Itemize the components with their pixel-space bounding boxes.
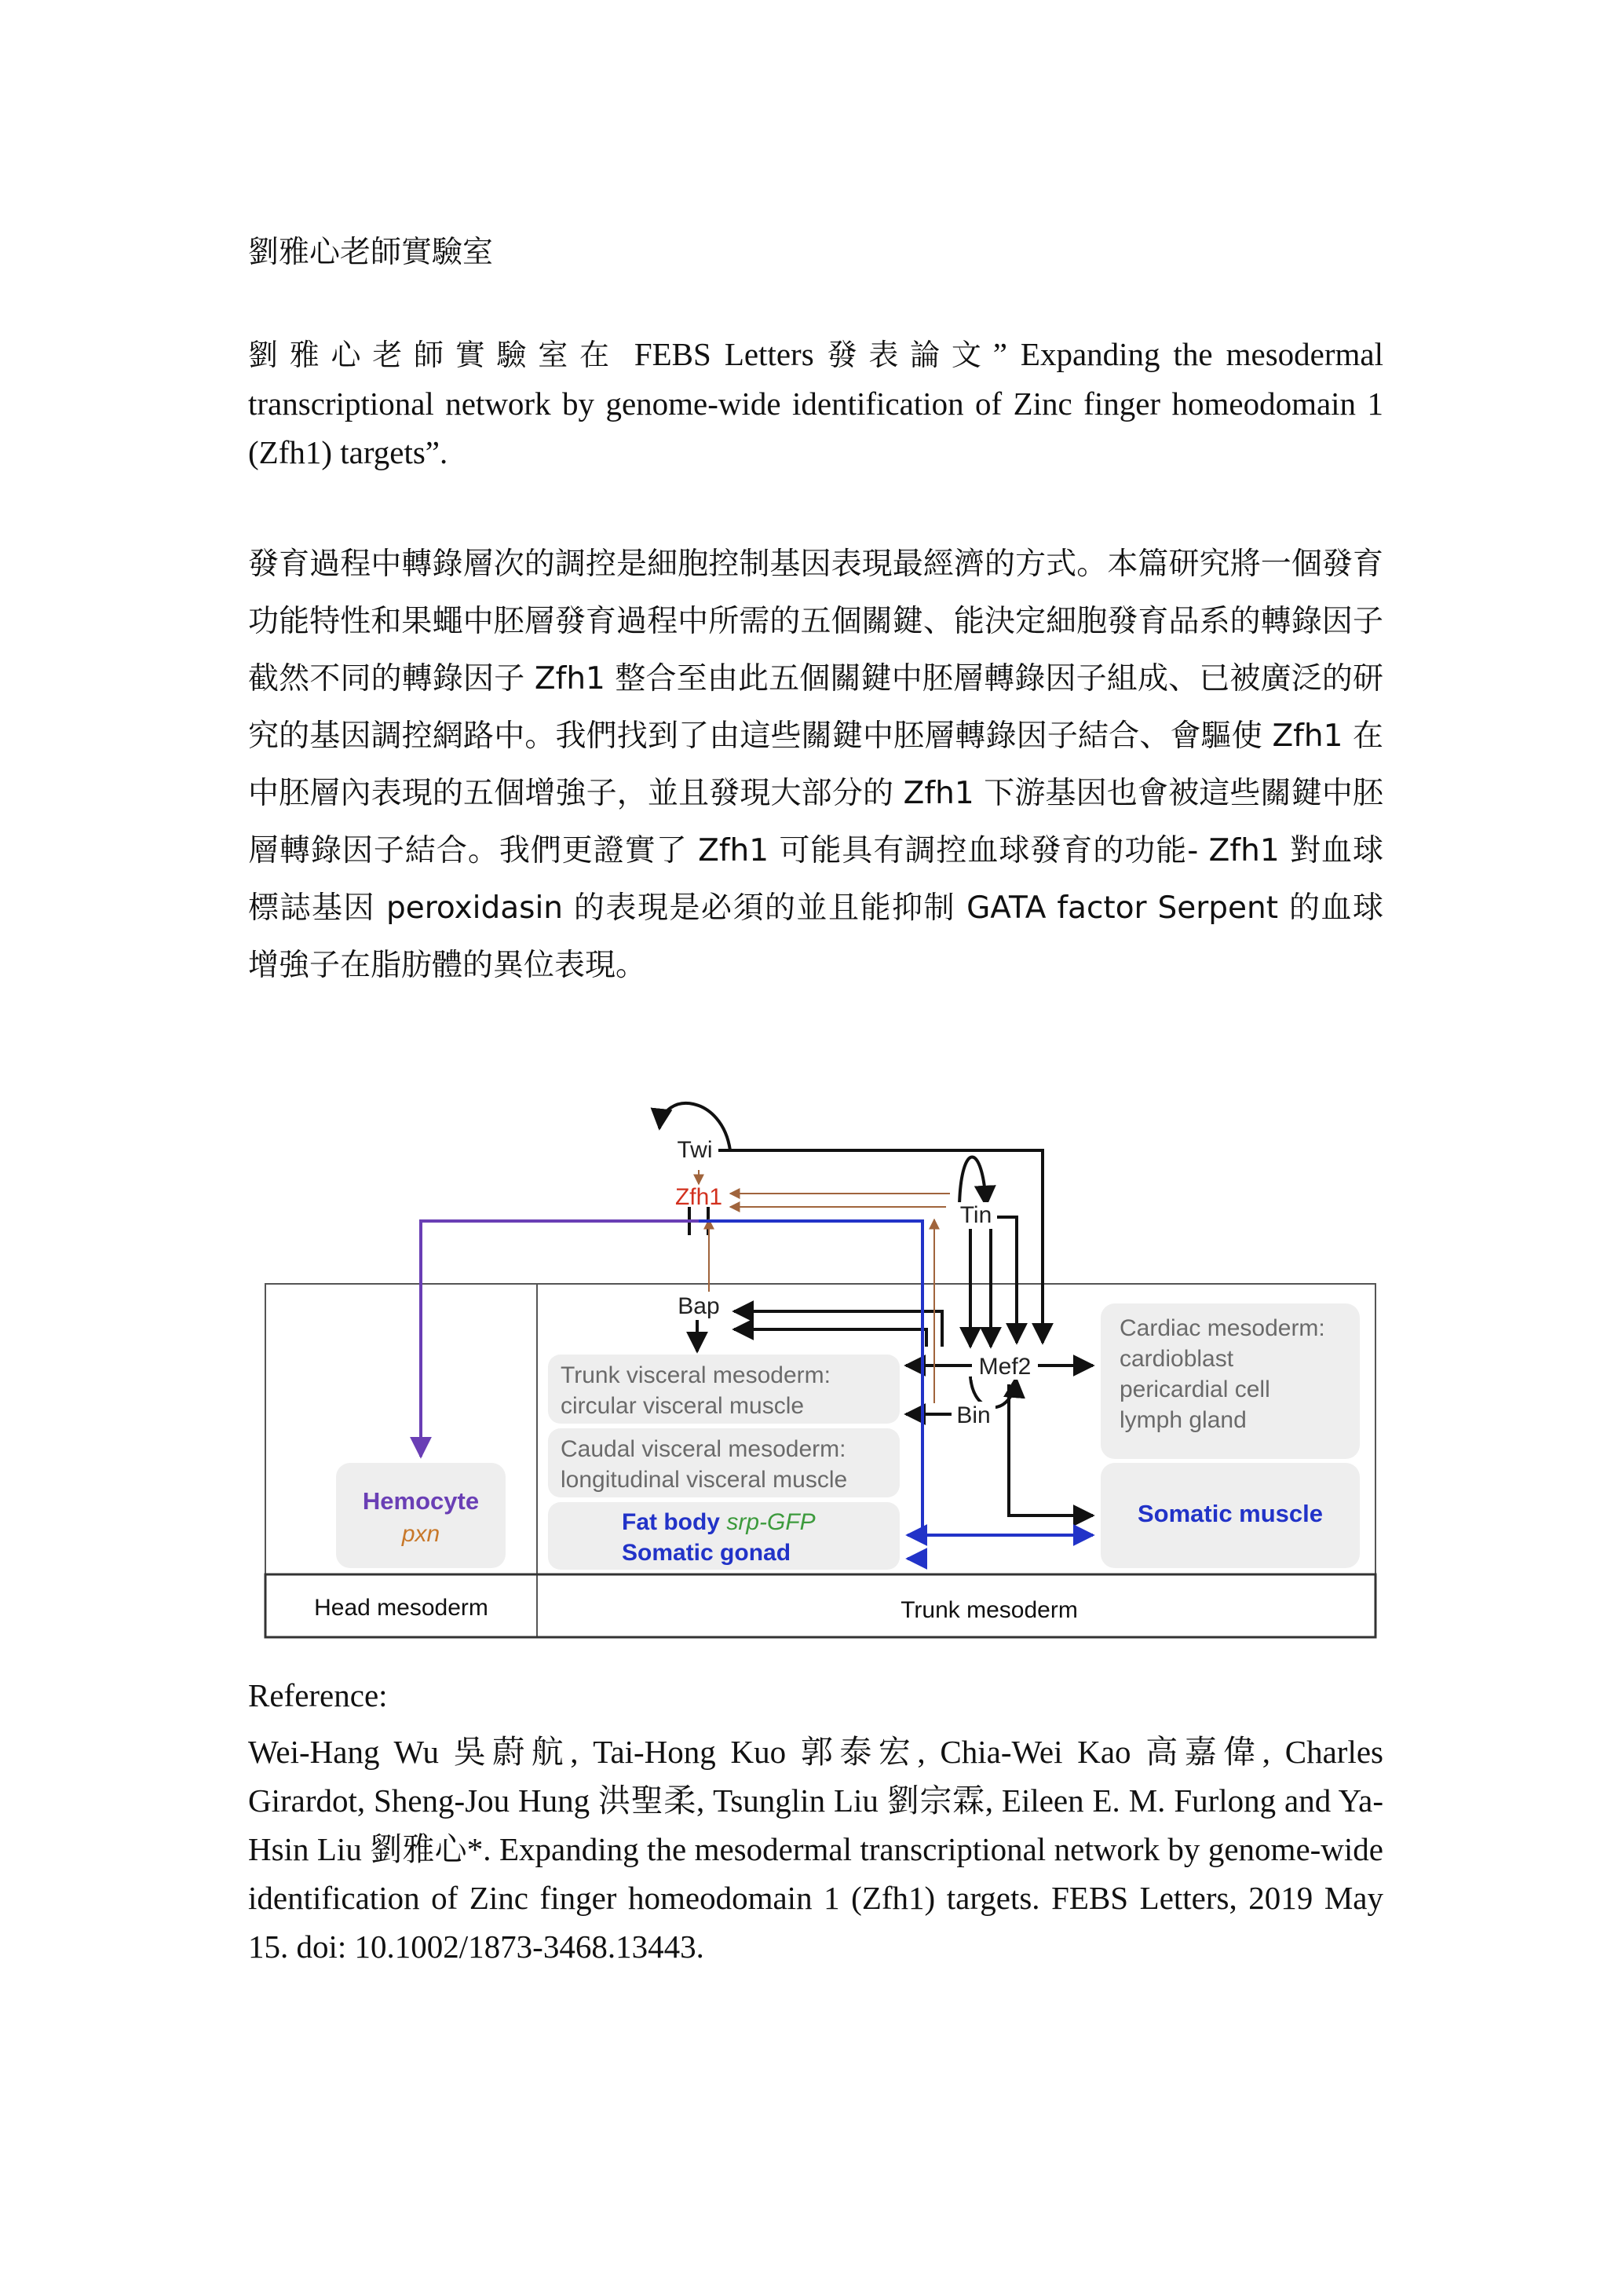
twi-node: Twi: [677, 1137, 713, 1163]
somatic-gonad-label: Somatic gonad: [622, 1540, 791, 1566]
tin-autoloop: [959, 1157, 986, 1206]
hemocyte-label: Hemocyte: [362, 1487, 480, 1515]
bin-node: Bin: [956, 1402, 991, 1428]
zfh1-node: Zfh1: [674, 1184, 723, 1210]
trunk-mesoderm-label: Trunk mesoderm: [901, 1597, 1078, 1623]
paper-title: ” Expanding the mesodermal transcriptional network by genome-wide identification of Zinc finger homeodomain 1 (Zfh1) targets”.: [248, 336, 1384, 470]
page-heading: 劉雅心老師實驗室: [248, 235, 494, 270]
lab-name: 劉雅心老師實驗室在: [248, 338, 621, 372]
tin-to-mef2: [997, 1217, 1017, 1343]
intro-paragraph: [248, 330, 1383, 477]
pxn-label: pxn: [401, 1521, 440, 1547]
journal-name: FEBS Letters: [634, 336, 814, 372]
cardiac-line2: cardioblast: [1120, 1346, 1234, 1372]
tin-node: Tin: [959, 1202, 992, 1228]
head-mesoderm-label: Head mesoderm: [314, 1595, 488, 1621]
summary-paragraph: 發育過程中轉錄層次的調控是細胞控制基因表現最經濟的方式。本篇研究將一個發育功能特性和果蠅中胚層發育過程中所需的五個關鍵、能決定細胞發育品系的轉錄因子截然不同的轉錄因子 Zfh1 整合至由此五個關鍵中胚層轉錄因子組成、已被廣泛的研究的基因調控網路中。我們找到了由這些關鍵中胚層轉錄因子結合、會驅使 Zfh1 在中胚層內表現的五個增強子，並且發現大部分的 Zfh1 下游基因也會被這些關鍵中胚層轉錄因子結合。我們更證實了 Zfh1 可能具有調控血球發育的功能- Zfh1 對血球標誌基因 peroxidasin 的表現是必須的並且能抑制 GATA factor Serpent 的血球增強子在脂肪體的異位表現。: [248, 547, 1383, 983]
zfh1-network-diagram: [259, 1095, 1382, 1661]
somatic-muscle-label: Somatic muscle: [1137, 1500, 1324, 1527]
reference-text: Wei-Hang Wu 吳蔚航, Tai-Hong Kuo 郭泰宏, Chia-Wei Kao 高嘉偉, Charles Girardot, Sheng-Jou Hung 洪聖柔, Tsunglin Liu 劉宗霖, Eileen E. M. Furlong and Ya-Hsin Liu 劉雅心*. Expanding the mesodermal transcriptional network by genome-wide identification of Zinc finger homeodomain 1 (Zfh1) targets. FEBS Letters, 2019 May 15. doi: 10.1002/1873-3468.13443.: [248, 1734, 1383, 1965]
published-label: 發表論文: [827, 338, 993, 372]
hemocyte-box: [336, 1463, 506, 1568]
caudal-visceral-line2: longitudinal visceral muscle: [561, 1467, 848, 1493]
cardiac-line1: Cardiac mesoderm:: [1120, 1315, 1325, 1341]
bap-node: Bap: [678, 1293, 720, 1319]
cardiac-line3: pericardial cell: [1120, 1377, 1270, 1402]
mef2-node: Mef2: [978, 1354, 1032, 1380]
mef2-to-somatic: [1009, 1384, 1093, 1515]
mef2-to-bap-2: [734, 1329, 926, 1347]
fat-body-label: Fat body srp-GFP: [622, 1509, 816, 1535]
cardiac-line4: lymph gland: [1120, 1407, 1247, 1433]
trunk-visceral-line2: circular visceral muscle: [561, 1393, 805, 1419]
caudal-visceral-line1: Caudal visceral mesoderm:: [561, 1436, 846, 1462]
srp-gfp-label: srp-GFP: [726, 1509, 816, 1535]
reference-label: Reference:: [248, 1677, 388, 1713]
trunk-visceral-line1: Trunk visceral mesoderm:: [561, 1362, 831, 1388]
